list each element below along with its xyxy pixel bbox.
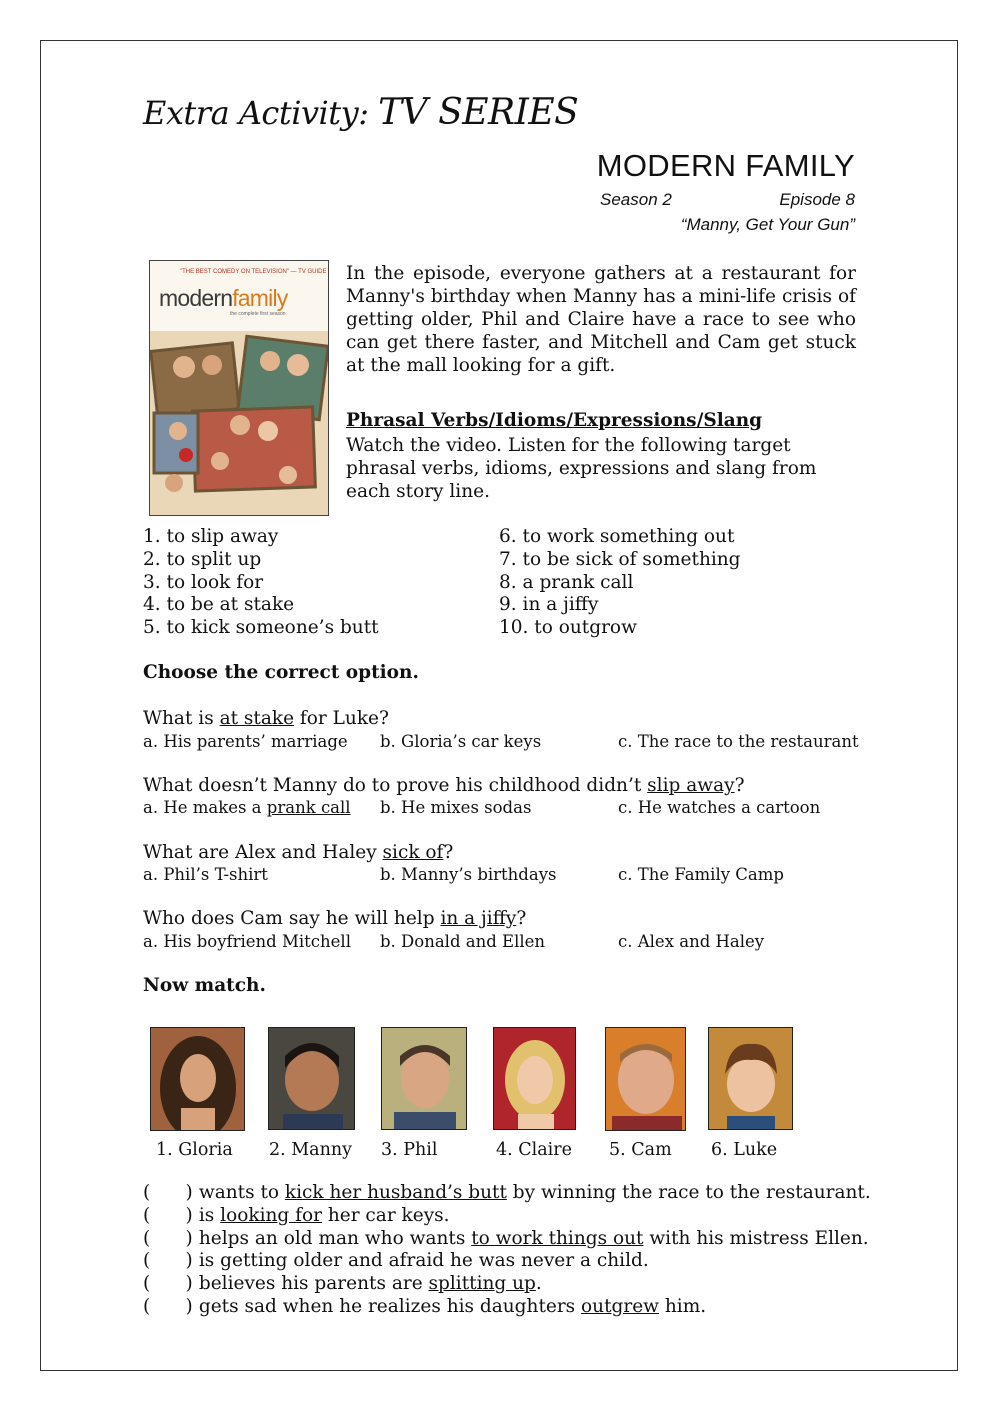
- section-title: Phrasal Verbs/Idioms/Expressions/Slang: [346, 410, 763, 431]
- episode-name: “Manny, Get Your Gun”: [680, 215, 855, 234]
- vocab-item: 3. to look for: [143, 571, 264, 593]
- match-item: ( ) helps an old man who wants to work things out with his mistress Ellen.: [143, 1227, 869, 1249]
- option-c: c. Alex and Haley: [618, 932, 765, 951]
- vocab-item: 9. in a jiffy: [499, 594, 599, 616]
- match-item: ( ) gets sad when he realizes his daughters outgrew him.: [143, 1295, 707, 1317]
- vocab-list-left: [143, 526, 379, 640]
- luke-photo: [708, 1027, 793, 1130]
- answer-blank[interactable]: ( ): [143, 1204, 193, 1226]
- activity-heading: [143, 92, 578, 133]
- cover-tagline: "THE BEST COMEDY ON TELEVISION" — TV GUIDE: [180, 269, 327, 275]
- vocab-item: 5. to kick someone’s butt: [143, 617, 379, 639]
- option-a: a. His parents’ marriage: [143, 732, 348, 751]
- choose-heading: Choose the correct option.: [143, 662, 419, 683]
- option-c: c. The race to the restaurant: [618, 732, 859, 751]
- match-heading: Now match.: [143, 975, 266, 996]
- option-a: a. He makes a prank call: [143, 798, 351, 817]
- caption-gloria: 1. Gloria: [156, 1140, 233, 1160]
- section-instructions: Watch the video. Listen for the following target phrasal verbs, idioms, expressions and slang from each story line.: [346, 435, 817, 502]
- vocab-item: 1. to slip away: [143, 526, 279, 547]
- match-item: ( ) is looking for her car keys.: [143, 1204, 450, 1226]
- option-b: b. Donald and Ellen: [380, 932, 546, 951]
- activity-label: Extra Activity:: [143, 94, 369, 132]
- claire-photo: [493, 1027, 576, 1130]
- caption-claire: 4. Claire: [496, 1140, 572, 1160]
- question-text: Who does Cam say he will help in a jiffy?: [143, 908, 527, 929]
- caption-manny: 2. Manny: [269, 1140, 353, 1160]
- match-item: ( ) believes his parents are splitting up.: [143, 1273, 542, 1295]
- cam-photo: [605, 1027, 686, 1131]
- question-text: What doesn’t Manny do to prove his childhood didn’t slip away?: [143, 775, 745, 796]
- manny-photo: [268, 1027, 355, 1130]
- vocab-item: 7. to be sick of something: [499, 548, 741, 570]
- answer-blank[interactable]: ( ): [143, 1250, 193, 1272]
- show-title: MODERN FAMILY: [596, 148, 855, 183]
- option-b: b. He mixes sodas: [380, 798, 532, 817]
- vocab-item: 2. to split up: [143, 548, 262, 570]
- option-b: b. Manny’s birthdays: [380, 865, 557, 884]
- option-a: a. Phil’s T-shirt: [143, 865, 268, 884]
- cover-logo-family: family: [232, 285, 288, 311]
- dvd-cover-image: [149, 260, 329, 516]
- vocab-item: 8. a prank call: [499, 571, 634, 593]
- match-item: ( ) is getting older and afraid he was never a child.: [143, 1250, 649, 1272]
- match-item: ( ) wants to kick her husband’s butt by winning the race to the restaurant.: [143, 1182, 871, 1203]
- episode-label: Episode 8: [779, 190, 855, 209]
- option-c: c. The Family Camp: [618, 865, 784, 884]
- cover-subtitle: the complete first season: [230, 311, 286, 317]
- option-b: b. Gloria’s car keys: [380, 732, 542, 751]
- vocab-item: 4. to be at stake: [143, 594, 295, 616]
- option-c: c. He watches a cartoon: [618, 798, 821, 817]
- match-list: [143, 1182, 871, 1319]
- phil-photo: [381, 1027, 467, 1130]
- activity-topic: TV SERIES: [378, 92, 579, 133]
- intro-paragraph: In the episode, everyone gathers at a restaurant for Manny's birthday when Manny has a mini-life crisis of getting older, Phil and Claire have a race to see who can get there faster, and Mitchell and Cam get stuck at the mall looking for a gift.: [346, 263, 856, 376]
- vocab-item: 6. to work something out: [499, 526, 735, 547]
- page-border: [40, 40, 958, 1371]
- answer-blank[interactable]: ( ): [143, 1227, 193, 1249]
- cover-family-photo: [150, 261, 329, 516]
- answer-blank[interactable]: ( ): [143, 1182, 193, 1203]
- answer-blank[interactable]: ( ): [143, 1295, 193, 1317]
- caption-cam: 5. Cam: [609, 1140, 672, 1160]
- vocab-item: 10. to outgrow: [499, 617, 637, 639]
- gloria-photo: [150, 1027, 245, 1131]
- season-label: Season 2: [600, 190, 672, 209]
- question-text: What is at stake for Luke?: [143, 708, 389, 729]
- caption-luke: 6. Luke: [711, 1140, 778, 1160]
- caption-phil: 3. Phil: [381, 1140, 438, 1160]
- option-a: a. His boyfriend Mitchell: [143, 932, 351, 951]
- vocab-list-right: [499, 526, 741, 640]
- cover-logo-modern: modern: [159, 285, 233, 311]
- answer-blank[interactable]: ( ): [143, 1273, 193, 1295]
- question-text: What are Alex and Haley sick of?: [143, 842, 454, 863]
